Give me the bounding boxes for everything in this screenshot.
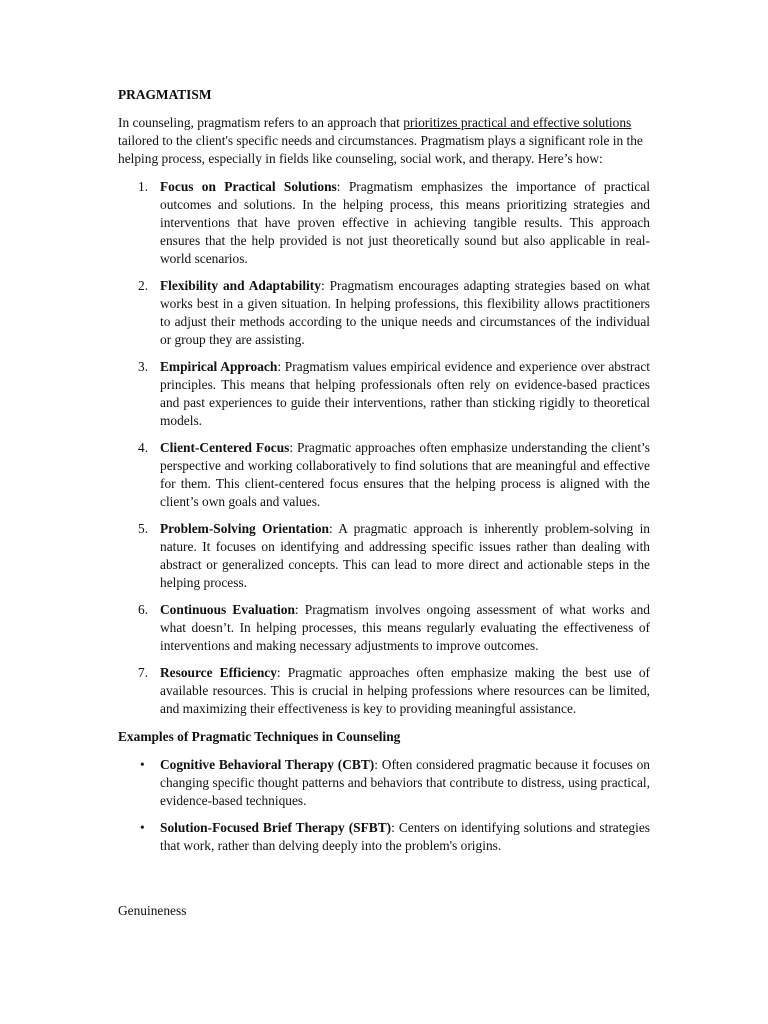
list-item-term: Continuous Evaluation bbox=[160, 602, 295, 617]
list-item bbox=[118, 819, 650, 855]
page-title: PRAGMATISM bbox=[118, 87, 212, 102]
list-item-number: 5. bbox=[138, 521, 149, 536]
intro-text-start: In counseling, pragmatism refers to an approach that bbox=[118, 115, 404, 130]
list-item bbox=[118, 277, 650, 349]
list-item-text: : Often considered pragmatic because it focuses on changing specific thought patterns and behaviors that contribute to distress, using practical, evidence-based techniques. bbox=[160, 757, 651, 808]
intro-text-end: tailored to the client's specific needs and circumstances. Pragmatism plays a significant role in the helping process, especially in fields like counseling, social work, and therapy. Here’s how: bbox=[118, 133, 643, 166]
list-item-number: 7. bbox=[138, 665, 149, 680]
list-item-term: Focus on Practical Solutions bbox=[160, 179, 337, 194]
list-item-text: : Pragmatism involves ongoing assessment of what works and what doesn’t. In helping processes, this means regularly evaluating the effectiveness of interventions and making necessary adjustments to improve outcomes. bbox=[160, 602, 650, 653]
list-item-term: Problem-Solving Orientation bbox=[160, 521, 329, 536]
list-item-term: Solution-Focused Brief Therapy (SFBT) bbox=[160, 820, 392, 835]
list-item-number: 6. bbox=[138, 602, 149, 617]
list-item-number: 3. bbox=[138, 359, 149, 374]
bullet-icon: • bbox=[140, 757, 145, 772]
pragmatism-points-list bbox=[118, 178, 650, 718]
list-item bbox=[118, 756, 650, 810]
list-item-number: 2. bbox=[138, 278, 149, 293]
bullet-icon: • bbox=[140, 820, 145, 835]
list-item-number: 4. bbox=[138, 440, 149, 455]
list-item bbox=[118, 178, 650, 268]
list-item bbox=[118, 601, 650, 655]
list-item-term: Flexibility and Adaptability bbox=[160, 278, 321, 293]
list-item-term: Empirical Approach bbox=[160, 359, 278, 374]
document-page bbox=[118, 86, 650, 864]
list-item-term: Cognitive Behavioral Therapy (CBT) bbox=[160, 757, 375, 772]
list-item-text: : Pragmatism encourages adapting strategies based on what works best in a given situation. In helping professions, this flexibility allows practitioners to adjust their methods according to the unique needs and circumstances of the individual or group they are assisting. bbox=[160, 278, 651, 347]
list-item-text: : Centers on identifying solutions and strategies that work, rather than delving deeply into the problem's origins. bbox=[160, 820, 650, 853]
list-item-text: : Pragmatism values empirical evidence and experience over abstract principles. This means that helping professionals often rely on evidence-based practices and past experiences to guide their interventions, rather than sticking rigidly to theoretical models. bbox=[160, 359, 650, 428]
list-item-text: : Pragmatism emphasizes the importance of practical outcomes and solutions. In the helping process, this means prioritizing strategies and interventions that have proven effective in achieving tangible results. This approach ensures that the help provided is not just theoretically sound but also applicable in real-world scenarios. bbox=[160, 179, 650, 266]
list-item-text: : A pragmatic approach is inherently problem-solving in nature. It focuses on identifying and addressing specific issues rather than dealing with abstract or generalized concepts. This can lead to more direct and actionable steps in the helping process. bbox=[160, 521, 650, 590]
list-item-text: : Pragmatic approaches often emphasize making the best use of available resources. This is crucial in helping professions where resources can be limited, and maximizing their effectiveness is key to providing meaningful assistance. bbox=[160, 665, 650, 716]
list-item bbox=[118, 664, 650, 718]
examples-heading: Examples of Pragmatic Techniques in Counseling bbox=[118, 729, 401, 744]
next-section-heading: Genuineness bbox=[118, 903, 187, 918]
list-item-term: Client-Centered Focus bbox=[160, 440, 290, 455]
list-item bbox=[118, 358, 650, 430]
examples-list bbox=[118, 756, 650, 855]
list-item-number: 1. bbox=[138, 179, 149, 194]
list-item bbox=[118, 520, 650, 592]
intro-paragraph bbox=[118, 114, 650, 168]
intro-underlined-phrase: prioritizes practical and effective solutions bbox=[403, 115, 632, 130]
list-item bbox=[118, 439, 650, 511]
list-item-text: : Pragmatic approaches often emphasize understanding the client’s perspective and working collaboratively to find solutions that are meaningful and effective for them. This client-centered focus ensures that the helping process is aligned with the client’s own goals and values. bbox=[160, 440, 650, 509]
list-item-term: Resource Efficiency bbox=[160, 665, 277, 680]
